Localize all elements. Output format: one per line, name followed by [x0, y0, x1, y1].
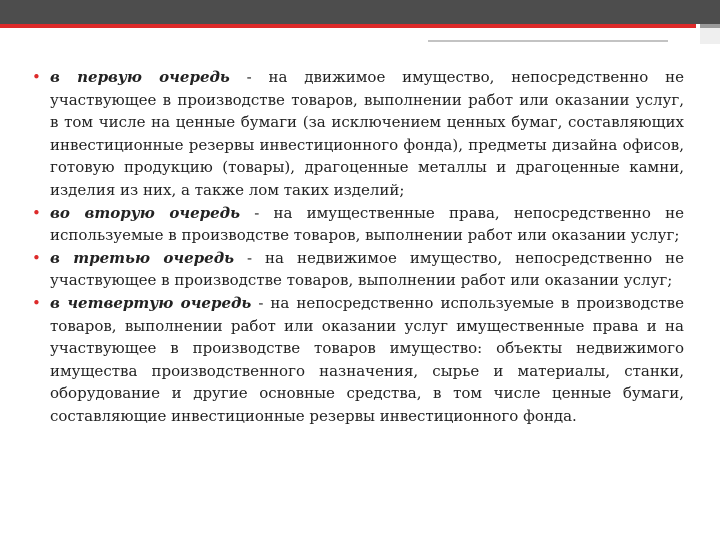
- bullet-icon: •: [32, 293, 41, 312]
- bullet-icon: •: [32, 203, 41, 222]
- bullet-list: [32, 66, 684, 428]
- red-accent-stripe: [0, 24, 696, 28]
- bullet-icon: •: [32, 248, 41, 267]
- item-lead: во вторую очередь: [50, 203, 241, 222]
- item-text: - на движимое имущество, непосредственно не участвующее в производстве товаров, выполнении работ или оказании услуг, в том числе на ценные бумаги (за исключением ценных бумаг, составляющих инвестиционные резервы инвестиционного фонда), предметы дизайна офисов, готовую продукцию (товары), драгоценные металлы и драгоценные камни, изделия из них, а также лом таких изделий;: [50, 68, 684, 199]
- top-bar: [0, 0, 720, 24]
- bullet-icon: •: [32, 68, 41, 86]
- list-item: [32, 292, 684, 428]
- item-lead: в третью очередь: [50, 248, 235, 267]
- item-text: - на имущественные права, непосредственно не используемые в производстве товаров, выполнении работ или оказании услуг;: [50, 203, 685, 245]
- list-item: [32, 202, 684, 247]
- corner-decoration: [700, 28, 720, 44]
- slide-content: [32, 66, 684, 428]
- list-item: [32, 247, 684, 292]
- item-lead: в первую очередь: [50, 68, 230, 86]
- item-text: - на недвижимое имущество, непосредственно не участвующее в производстве товаров, выполнении работ или оказании услуг;: [50, 248, 684, 290]
- item-lead: в четвертую очередь: [50, 293, 252, 312]
- list-item: [32, 66, 684, 202]
- item-text: - на непосредственно используемые в производстве товаров, выполнении работ или оказании услуг имущественные права и на участвующее в производстве товаров имущество: объекты недвижимого имущества производственного назначения, сырье и материалы, станки, оборудование и другие основные средства, в том числе ценные бумаги, составляющие инвестиционные резервы инвестиционного фонда.: [50, 293, 684, 425]
- thin-divider: [428, 40, 668, 42]
